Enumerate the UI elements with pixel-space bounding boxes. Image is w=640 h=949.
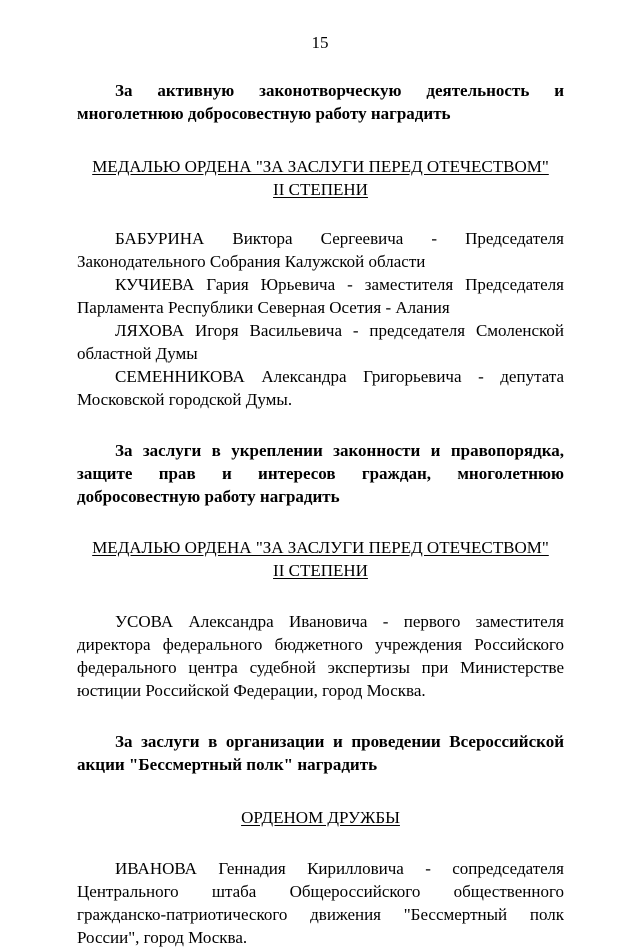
section-2-award-line-1: МЕДАЛЬЮ ОРДЕНА "ЗА ЗАСЛУГИ ПЕРЕД ОТЕЧЕСТВОМ" [92,538,549,557]
section-3-recipients [77,857,564,949]
section-1-heading: За активную законотворческую деятельность и многолетнюю добросовестную работу наградить [77,81,564,123]
recipient-baburin: БАБУРИНА Виктора Сергеевича - Председателя Законодательного Собрания Калужской области [77,229,564,271]
section-2-award-line-2: II СТЕПЕНИ [273,561,368,580]
section-2-heading: За заслуги в укреплении законности и правопорядка, защите прав и интересов граждан, многолетнюю добросовестную работу наградить [77,441,564,506]
section-1-award-line-2: II СТЕПЕНИ [273,180,368,199]
page-number: 15 [311,33,329,52]
section-1-award-line-1: МЕДАЛЬЮ ОРДЕНА "ЗА ЗАСЛУГИ ПЕРЕД ОТЕЧЕСТВОМ" [92,157,549,176]
recipient-usov: УСОВА Александра Ивановича - первого заместителя директора федерального бюджетного учреждения Российского федерального центра судебной экспертизы при Министерстве юстиции Российской Федерации, город Москва. [77,612,564,700]
document-body [77,79,564,949]
recipient-kuchiev: КУЧИЕВА Гария Юрьевича - заместителя Председателя Парламента Республики Северная Осетия - Алания [77,275,564,317]
recipient-lyakhov: ЛЯХОВА Игоря Васильевича - председателя Смоленской областной Думы [77,321,564,363]
section-2-award [77,536,564,582]
section-3-award-line-1: ОРДЕНОМ ДРУЖБЫ [241,808,400,827]
section-3-award [77,806,564,829]
section-1-recipients [77,227,564,411]
recipient-ivanov: ИВАНОВА Геннадия Кирилловича - сопредседателя Центрального штаба Общероссийского общественного гражданско-патриотического движения "Бессмертный полк России", город Москва. [77,859,564,947]
section-1-award [77,155,564,201]
recipient-semennikov: СЕМЕННИКОВА Александра Григорьевича - депутата Московской городской Думы. [77,367,564,409]
section-2-recipients [77,610,564,702]
section-3-heading: За заслуги в организации и проведении Всероссийской акции "Бессмертный полк" наградить [77,732,564,774]
